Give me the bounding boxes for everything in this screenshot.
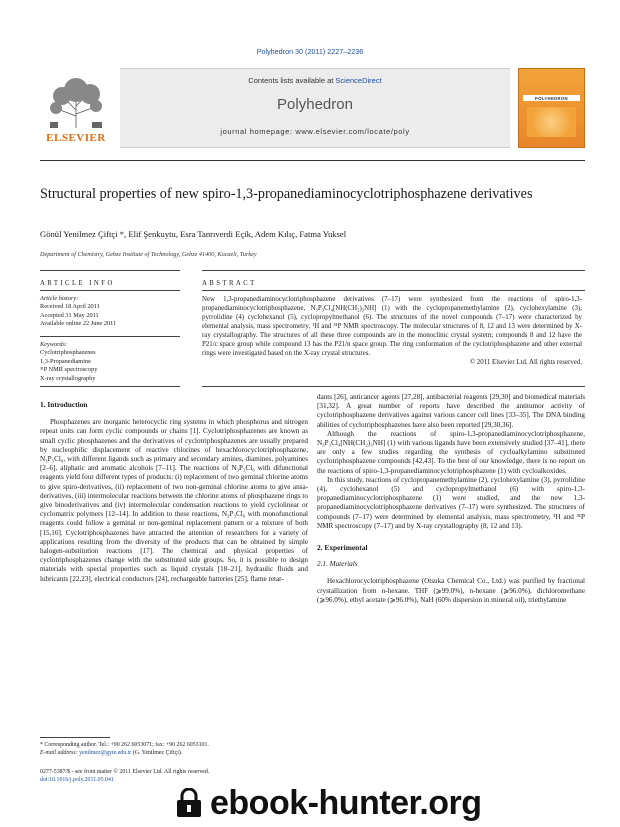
- header-rule: [40, 160, 585, 161]
- history-label: Article history:: [40, 295, 79, 302]
- contents-line: [120, 76, 510, 85]
- front-matter-meta: [40, 769, 340, 784]
- intro-paragraph: Phosphazenes are inorganic heterocyclic ring systems in which phosphorus and nitrogen repeat units can form cyclic compounds or chains [1]. Cyclotriphosphazenes are known as small cyclic phosphazenes and the derivatives of cyclotriphosphazenes are usually prepared by nucleophilic displacement of reactive chlorines of hexachlorocyclotriphosphazene, N₃P₃Cl₆, with different ligands such as primary and secondary amines, diamines, polyamines [2–6], aliphatic and aromatic alcohols [7–11]. The reactions of N₃P₃Cl₆ with difunctional reagents yield four different types of products: (i) replacement of two geminal chlorine atoms to give spiro-derivatives, (ii) replacement of two non-geminal chlorine atoms to give ansa-derivatives, (iii) intermolecular reactions between the chlorine atoms of phosphazene rings to give binoderivatives and (iv) intermolecular condensation reactions to yield cyclolinear or cyclomatrix polymers [12–14]. In addition to these reactions, N₃P₃Cl₆ with monofunctional reagents could follow a geminal or non-geminal replacement pattern or a mixture of both [15,16]. Cyclotriphosphazenes have attracted the attention of researchers for a variety of applications resulting from the diversity of the products that can be obtained by simple halogen-substitution reactions [17]. The chemical and physical properties of cyclotriphosphazenes change with the substituted side groups. So, it is possible to design materials with special properties such as liquid crystals [18–21], hydraulic fluids and lubricants [22,23], electrical conductors [24], rechargeable batteries [25], flame retar-: [40, 418, 308, 583]
- email-line: [40, 750, 310, 758]
- journal-cover-thumbnail: [518, 68, 585, 148]
- cover-artwork: [527, 107, 576, 137]
- padlock-book-icon: [172, 788, 206, 818]
- journal-header: [40, 68, 585, 150]
- keywords-rule: [40, 336, 180, 337]
- journal-citation: Polyhedron 30 (2011) 2227–2236: [256, 47, 364, 56]
- intro-paragraph: Although the reactions of spiro-1,3-propanediaminocyclotriphosphazene, N₃P₃Cl₄[NH(CH₂)₃NH] (1) with various ligands have been extensively studied [37–41], there are only a few studies regarding the synthesis of cycloalkylamino substituted cyclotriphosphazene compounds [42,43]. To the best of our knowledge, there is no report on the reactions of spiro-1,3-propanediaminocyclotriphosphazene (1) with cycloalkoxides.: [317, 429, 585, 475]
- info-mid-rule: [40, 290, 180, 291]
- watermark-text: ebook-hunter.org: [210, 783, 482, 822]
- info-bottom-rule: [40, 386, 180, 387]
- received-date: Received 18 April 2011: [40, 303, 100, 311]
- intro-paragraph: dants [26], anticancer agents [27,28], antibacterial reagents [29,30] and biomedical materials [31,32]. A great number of reports have described the antitumor activity of cyclotriphosphazene derivatives against various cancer cell lines [33–35]. The DNA binding abilities of cyclotriphosphazenes have also been reported [29,30,36].: [317, 393, 585, 429]
- info-top-rule: [40, 270, 180, 271]
- abstract-mid-rule: [202, 290, 585, 291]
- abstract-text: New 1,3-propanediaminocyclotriphosphazene derivatives (7–17) were synthesized from the reactions of spiro-1,3-propanediaminocyclotriphosphazene, N₃P₃Cl₄[NH(CH₂)₃NH] (1) with the cyclopropanemethylamine (2), cyclohexylamine (3), pyrrolidine (4) cyclohexanol (5), cyclopropylmethanol (6). The structures of the novel compounds (7–17) were characterized by elemental analysis, mass spectrometry, ¹H and ³¹P NMR spectroscopy. The molecular structures of 8, 12 and 13 were determined by X-ray crystallography. The structures of all these three compounds are in the monoclinic crystal system; compounds 8 and 12 have the P21/c space group while compound 13 has the P21/n space group. The ring conformation of the cyclotriphosphazene and other external rings were investigated based on the X-ray crystal structures.: [202, 296, 582, 358]
- article-info-heading: ARTICLE INFO: [40, 280, 115, 287]
- keyword-item: Cyclotriphosphazenes: [40, 349, 96, 357]
- cover-title: POLYHEDRON: [535, 96, 568, 101]
- abstract-bottom-rule: [202, 386, 585, 387]
- corresponding-author-note: * Corresponding author. Tel.: +90 262 6053071; fax: +90 262 6053101.: [40, 742, 209, 748]
- keywords-label: Keywords:: [40, 341, 68, 348]
- keyword-item: ³¹P NMR spectroscopy: [40, 366, 98, 374]
- keyword-item: 1,3-Propanediamine: [40, 357, 91, 365]
- materials-heading: 2.1. Materials: [317, 560, 358, 569]
- footnote-rule: [40, 737, 110, 738]
- keywords-block: [40, 341, 180, 383]
- materials-paragraph: Hexachlorocyclotriphosphazene (Otsuka Chemical Co., Ltd.) was purified by fractional crystallization from n-hexane. THF (⩾99.0%), n-hexane (⩾96.0%), dichloromethane (⩾96.0%), ethyl acetate (⩾96.0%), NaH (60% dispersion in mineral oil), triethylamine: [317, 577, 585, 604]
- keyword-item: X-ray crystallography: [40, 374, 96, 382]
- affiliation: Department of Chemistry, Gebze Institute of Technology, Gebze 41400, Kocaeli, Turkey: [40, 251, 257, 258]
- doi-link[interactable]: doi:10.1016/j.poly.2011.05.041: [40, 776, 114, 783]
- journal-homepage-link[interactable]: journal homepage: www.elsevier.com/locate/poly: [220, 127, 410, 136]
- email-link[interactable]: yenilmez@gyte.edu.tr: [79, 749, 132, 756]
- email-label: E-mail address:: [40, 749, 80, 756]
- online-date: Available online 22 June 2011: [40, 320, 117, 328]
- experimental-heading: 2. Experimental: [317, 543, 368, 553]
- footnote: [40, 742, 310, 757]
- sciencedirect-link[interactable]: ScienceDirect: [335, 76, 382, 85]
- accepted-date: Accepted 31 May 2011: [40, 311, 99, 319]
- publisher-logo-text: ELSEVIER: [46, 132, 106, 144]
- article-history: [40, 295, 180, 329]
- journal-name: Polyhedron: [277, 96, 353, 113]
- intro-paragraph: In this study, reactions of cyclopropanemethylamine (2), cyclohexylamine (3), pyrrolidine (4), cyclohexanol (5) and cyclopropylmethanol (6) with spiro-1,3-propanediaminocyclotriphosphazene (1) were studied, and the new 1,3-propanediaminocyclotriphosphazene derivatives (7–17) were synthesized. The structures of compounds (7–17) were determined by elemental analysis, mass spectrometry, ¹H and ³¹P NMR spectroscopy (7–17) and by X-ray crystallography (8, 12 and 13).: [317, 475, 585, 530]
- introduction-heading: 1. Introduction: [40, 400, 88, 409]
- abstract-copyright: © 2011 Elsevier Ltd. All rights reserved.: [469, 359, 582, 367]
- right-column: [317, 393, 585, 605]
- author-list: Gönül Yenilmez Çiftçi *, Elif Şenkuytu, Esra Tanrıverdi Eçik, Adem Kılıç, Fatma Yuksel: [40, 229, 347, 239]
- issn-line: 0277-5387/$ - see front matter © 2011 Elsevier Ltd. All rights reserved.: [40, 769, 210, 775]
- abstract-heading: ABSTRACT: [202, 280, 257, 287]
- abstract-top-rule: [202, 270, 585, 271]
- left-column: [40, 400, 308, 584]
- watermark-overlay: [172, 784, 592, 822]
- journal-banner: [120, 68, 510, 148]
- contents-prefix: Contents lists available at: [248, 76, 336, 85]
- article-title: Structural properties of new spiro-1,3-propanediaminocyclotriphosphazene derivatives: [40, 186, 533, 202]
- email-suffix: (G. Yenilmez Çiftçi).: [131, 749, 183, 756]
- abstract-body: [202, 295, 582, 367]
